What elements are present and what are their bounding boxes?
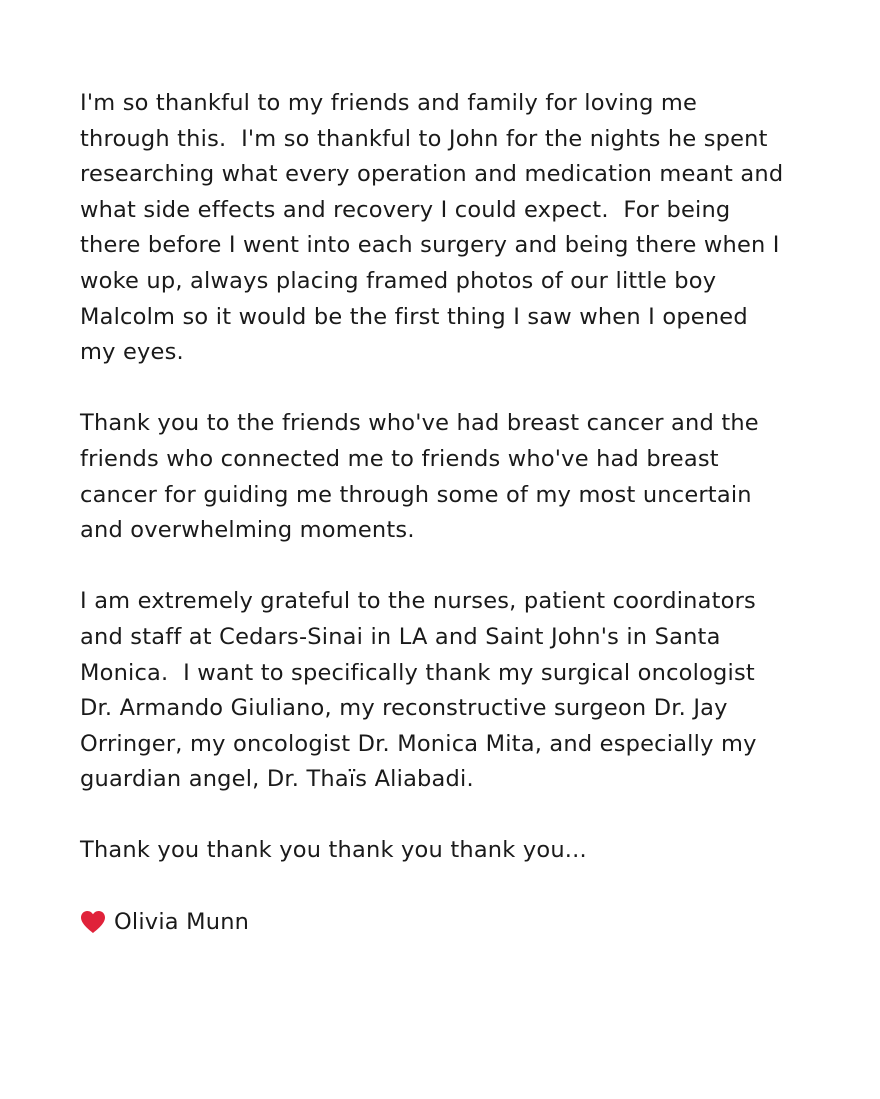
text-line: cancer for guiding me through some of my most uncertain bbox=[80, 481, 752, 508]
text-line: what side effects and recovery I could expect. For being bbox=[80, 196, 731, 223]
text-line: Thank you to the friends who've had breast cancer and the bbox=[80, 410, 759, 437]
text-line: my eyes. bbox=[80, 339, 184, 366]
text-line: there before I went into each surgery and being there when I bbox=[80, 232, 780, 259]
text-line: and overwhelming moments. bbox=[80, 517, 415, 544]
text-line: Malcolm so it would be the first thing I saw when I opened bbox=[80, 303, 748, 330]
text-line: through this. I'm so thankful to John for the nights he spent bbox=[80, 125, 768, 152]
text-line: guardian angel, Dr. Thaïs Aliabadi. bbox=[80, 766, 474, 793]
signature bbox=[80, 905, 825, 941]
text-line: Thank you thank you thank you thank you... bbox=[80, 837, 587, 864]
paragraph-medical-staff bbox=[80, 584, 825, 798]
letter bbox=[80, 86, 825, 940]
paragraph-thank-you bbox=[80, 833, 825, 869]
text-line: friends who connected me to friends who've had breast bbox=[80, 445, 719, 472]
paragraph-gratitude-family bbox=[80, 86, 825, 371]
text-line: researching what every operation and medication meant and bbox=[80, 161, 784, 188]
text-line: I'm so thankful to my friends and family for loving me bbox=[80, 90, 698, 116]
heart-icon bbox=[80, 910, 106, 934]
text-line: and staff at Cedars-Sinai in LA and Saint John's in Santa bbox=[80, 623, 721, 650]
text-line: Monica. I want to specifically thank my surgical oncologist bbox=[80, 659, 755, 686]
text-line: I am extremely grateful to the nurses, patient coordinators bbox=[80, 588, 756, 615]
text-line: Dr. Armando Giuliano, my reconstructive surgeon Dr. Jay bbox=[80, 695, 728, 722]
text-line: woke up, always placing framed photos of our little boy bbox=[80, 267, 717, 294]
text-line: Orringer, my oncologist Dr. Monica Mita, and especially my bbox=[80, 730, 757, 757]
paragraph-friends bbox=[80, 406, 825, 548]
signature-name: Olivia Munn bbox=[114, 908, 250, 935]
